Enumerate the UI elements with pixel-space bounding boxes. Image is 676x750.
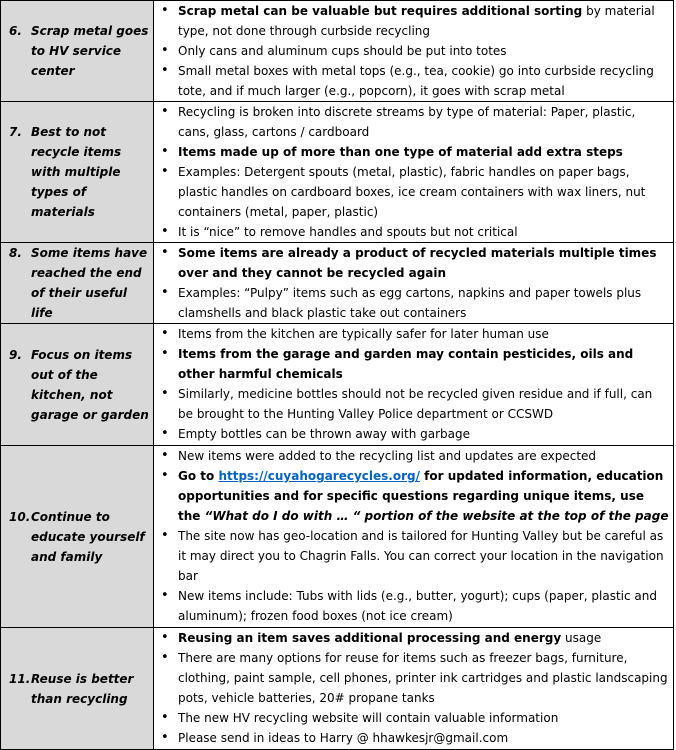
bullet-list [154, 446, 673, 626]
details-cell [154, 628, 674, 750]
topic-cell [1, 243, 154, 324]
table-row [1, 324, 674, 446]
topic-cell [1, 628, 154, 750]
list-item: • Examples: “Pulpy” items such as egg cartons, napkins and paper towels plus clamshells and black plastic take out containers [154, 283, 673, 323]
bullet-list [154, 324, 673, 444]
details-cell [154, 243, 674, 324]
list-item: • Some items are already a product of recycled materials multiple times over and they cannot be recycled again [154, 243, 673, 283]
list-item: • Items from the kitchen are typically safer for later human use [154, 324, 673, 344]
list-item: • Similarly, medicine bottles should not be recycled given residue and if full, can be brought to the Hunting Valley Police department or CCSWD [154, 384, 673, 424]
list-item: • There are many options for reuse for items such as freezer bags, furniture, clothing, paint sample, cell phones, printer ink cartridges and plastic landscaping pots, vehicle batteries, 20# propane tanks [154, 648, 673, 708]
bullet-list [154, 628, 673, 748]
topic-title: Focus on items out of the kitchen, not garage or garden [31, 347, 149, 422]
details-cell [154, 102, 674, 243]
topic-number: 6. [9, 24, 22, 38]
list-item: • Items from the garage and garden may contain pesticides, oils and other harmful chemicals [154, 344, 673, 384]
table-row [1, 446, 674, 628]
bullet-list [154, 102, 673, 242]
topic-number: 9. [9, 347, 22, 362]
list-item: • Empty bottles can be thrown away with garbage [154, 424, 673, 444]
topic-cell [1, 102, 154, 243]
table-row [1, 1, 674, 102]
topic-title: Continue to educate yourself and family [31, 509, 145, 564]
bullet-list [154, 1, 673, 101]
topic-title: Scrap metal goes to HV service center [31, 24, 149, 78]
list-item: • New items include: Tubs with lids (e.g., butter, yogurt); cups (paper, plastic and aluminum); frozen food boxes (not ice cream) [154, 586, 673, 626]
list-item: • Examples: Detergent spouts (metal, plastic), fabric handles on paper bags, plastic handles on cardboard boxes, ice cream containers with wax liners, nut containers (metal, paper, plastic) [154, 162, 673, 222]
topic-number: 10. [9, 509, 31, 524]
details-cell [154, 1, 674, 102]
topic-cell [1, 446, 154, 628]
topic-title: Best to not recycle items with multiple types of materials [31, 125, 122, 219]
cuyahoga-recycles-link[interactable]: https://cuyahogarecycles.org/ [218, 469, 420, 483]
details-cell [154, 446, 674, 628]
topic-number: 8. [9, 246, 22, 260]
topic-cell [1, 1, 154, 102]
table-row [1, 628, 674, 750]
list-item: • The site now has geo-location and is tailored for Hunting Valley but be careful as it may direct you to Chagrin Falls. You can correct your location in the navigation bar [154, 526, 673, 586]
details-cell [154, 324, 674, 446]
table-row [1, 102, 674, 243]
list-item: • Go to https://cuyahogarecycles.org/ for updated information, education opportunities and for specific questions regarding unique items, use the “What do I do with … “ portion of the website at the top of the page [154, 466, 673, 526]
list-item: • Recycling is broken into discrete streams by type of material: Paper, plastic, cans, glass, cartons / cardboard [154, 102, 673, 142]
list-item: • Small metal boxes with metal tops (e.g., tea, cookie) go into curbside recycling tote, and if much larger (e.g., popcorn), it goes with scrap metal [154, 61, 673, 101]
topic-title: Some items have reached the end of their useful life [31, 246, 148, 320]
list-item: • It is “nice” to remove handles and spouts but not critical [154, 222, 673, 242]
list-item: • The new HV recycling website will contain valuable information [154, 708, 673, 728]
topic-cell [1, 324, 154, 446]
list-item: • Only cans and aluminum cups should be put into totes [154, 41, 673, 61]
table-row [1, 243, 674, 324]
bullet-list [154, 243, 673, 323]
list-item: • Please send in ideas to Harry @ hhawkesjr@gmail.com [154, 728, 673, 748]
list-item: • New items were added to the recycling list and updates are expected [154, 446, 673, 466]
list-item: • Scrap metal can be valuable but requires additional sorting by material type, not done through curbside recycling [154, 1, 673, 41]
list-item: • Reusing an item saves additional processing and energy usage [154, 628, 673, 648]
topic-title: Reuse is better than recycling [31, 671, 134, 706]
topic-number: 7. [9, 125, 22, 139]
topic-number: 11. [9, 671, 31, 686]
list-item: • Items made up of more than one type of material add extra steps [154, 142, 673, 162]
